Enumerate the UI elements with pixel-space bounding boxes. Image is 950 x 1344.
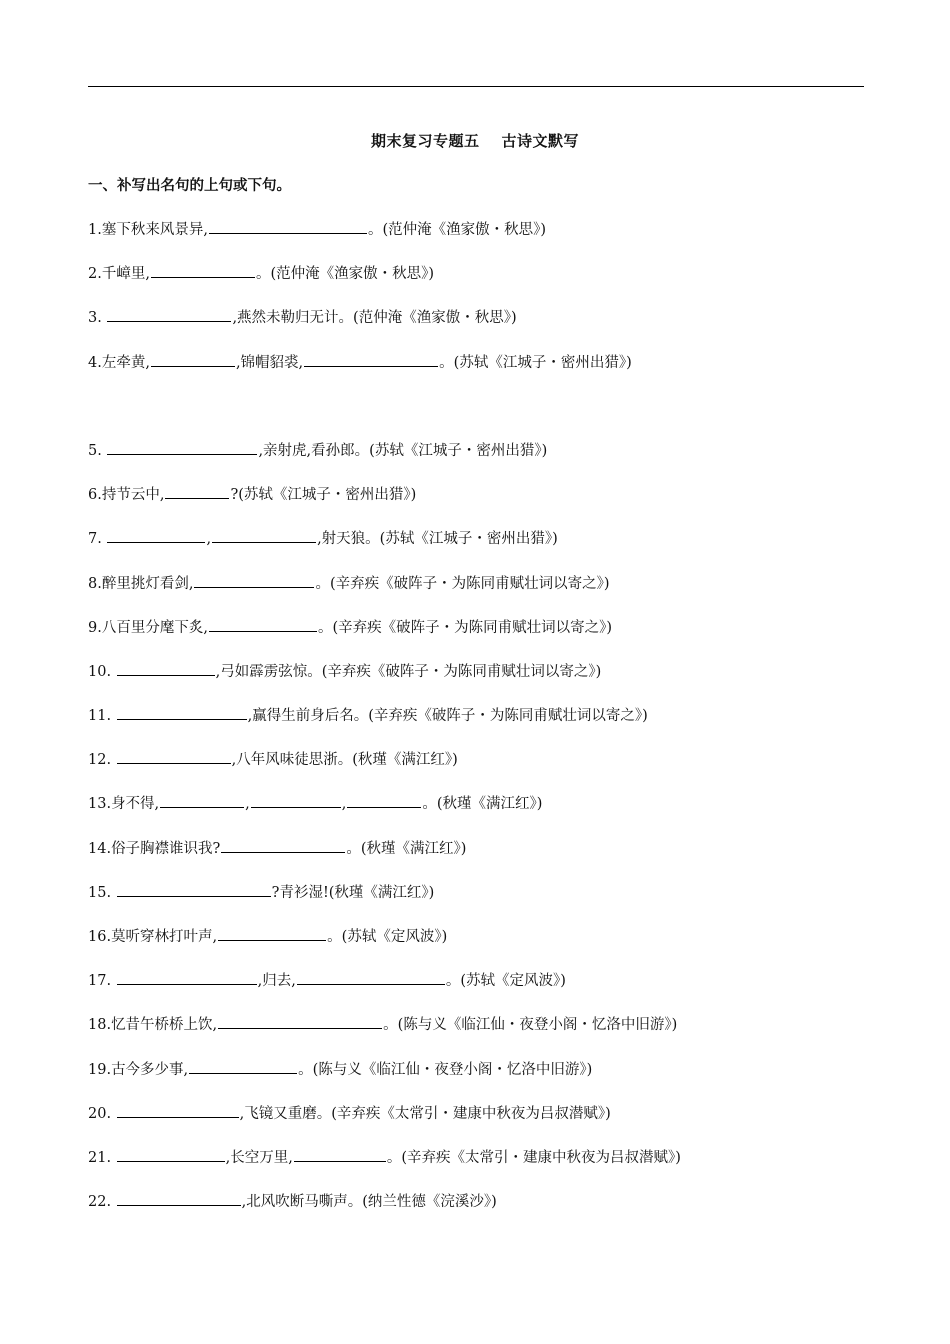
question-text: ,: [245, 796, 250, 813]
question-text: ,燕然未勒归无计。(范仲淹《渔家傲・秋思》): [232, 310, 517, 327]
question-text: 。(辛弃疾《破阵子・为陈同甫赋壮词以寄之》): [317, 619, 613, 636]
question-text: 身不得,: [111, 796, 160, 813]
question-text: [111, 973, 116, 989]
question-number: 14.: [88, 840, 112, 857]
answer-blank[interactable]: [347, 792, 421, 808]
answer-blank[interactable]: [117, 1190, 241, 1206]
question-text: 。(辛弃疾《破阵子・为陈同甫赋壮词以寄之》): [315, 575, 610, 592]
question-item: [88, 1146, 868, 1190]
question-text: [111, 1194, 116, 1210]
question-text: ,弓如霹雳弦惊。(辛弃疾《破阵子・为陈同甫赋壮词以寄之》): [215, 663, 602, 680]
question-text: [102, 310, 107, 326]
question-text: 左牵黄,: [101, 354, 150, 371]
question-item: [88, 660, 868, 704]
answer-blank[interactable]: [117, 1102, 239, 1118]
question-text: 。(辛弃疾《太常引・建康中秋夜为吕叔潜赋》): [386, 1149, 681, 1166]
question-number: 10.: [88, 663, 112, 680]
question-item: [88, 837, 868, 881]
question-text: 。(陈与义《临江仙・夜登小阁・忆洛中旧游》): [383, 1017, 678, 1034]
header-rule: [88, 86, 864, 87]
section-heading: 一、补写出名句的上句或下句。: [88, 178, 291, 194]
question-number: 5.: [88, 442, 102, 459]
title-topic: 古诗文默写: [501, 132, 580, 150]
answer-blank[interactable]: [194, 572, 314, 588]
question-item: [88, 218, 868, 262]
question-text: 莫听穿林打叶声,: [111, 929, 218, 946]
answer-blank[interactable]: [117, 660, 215, 676]
question-text: 。(陈与义《临江仙・夜登小阁・忆洛中旧游》): [298, 1061, 593, 1078]
question-item: [88, 262, 868, 306]
question-text: [111, 664, 116, 680]
question-text: ,长空万里,: [225, 1149, 293, 1166]
question-item: [88, 439, 868, 483]
question-number: 7.: [88, 531, 102, 548]
question-text: 醉里挑灯看剑,: [101, 575, 194, 592]
question-text: 塞下秋来风景异,: [101, 222, 208, 238]
question-text: 。(秋瑾《满江红》): [346, 840, 467, 857]
question-text: ?青衫湿!(秋瑾《满江红》): [271, 884, 435, 901]
question-text: [111, 885, 116, 901]
question-text: [111, 752, 116, 768]
question-number: 19.: [88, 1061, 112, 1078]
answer-blank[interactable]: [304, 351, 438, 367]
question-number: 12.: [88, 752, 112, 769]
answer-blank[interactable]: [294, 1146, 386, 1162]
question-text: ,: [206, 531, 212, 548]
question-text: 千嶂里,: [101, 266, 150, 283]
answer-blank[interactable]: [107, 439, 257, 455]
question-number: 22.: [88, 1194, 112, 1211]
answer-blank[interactable]: [218, 925, 326, 941]
question-item: [88, 483, 868, 527]
question-item: [88, 306, 868, 350]
answer-blank[interactable]: [221, 837, 345, 853]
answer-blank[interactable]: [189, 1058, 297, 1074]
question-number: 4.: [88, 354, 102, 371]
answer-blank[interactable]: [218, 1013, 382, 1029]
question-text: 。(苏轼《定风波》): [445, 973, 566, 990]
answer-blank[interactable]: [212, 527, 316, 543]
question-text: ,赢得生前身后名。(辛弃疾《破阵子・为陈同甫赋壮词以寄之》): [247, 708, 648, 725]
question-number: 20.: [88, 1105, 112, 1122]
question-text: 忆昔午桥桥上饮,: [111, 1017, 218, 1034]
answer-blank[interactable]: [160, 792, 244, 808]
question-text: ,飞镜又重磨。(辛弃疾《太常引・建康中秋夜为吕叔潜赋》): [239, 1105, 611, 1122]
question-text: 。(范仲淹《渔家傲・秋思》): [255, 266, 435, 283]
question-text: ,亲射虎,看孙郎。(苏轼《江城子・密州出猎》): [258, 442, 548, 459]
answer-blank[interactable]: [107, 306, 231, 322]
question-item: [88, 616, 868, 660]
question-item: [88, 925, 868, 969]
question-text: 。(苏轼《定风波》): [327, 929, 448, 946]
question-text: [111, 1150, 116, 1166]
answer-blank[interactable]: [117, 881, 271, 897]
question-number: 2.: [88, 266, 102, 283]
question-number: 3.: [88, 310, 102, 327]
question-item: [88, 351, 648, 439]
answer-blank[interactable]: [209, 218, 367, 234]
question-item: [88, 704, 868, 748]
question-item: [88, 527, 868, 571]
question-number: 15.: [88, 884, 112, 901]
answer-blank[interactable]: [107, 527, 205, 543]
question-number: 21.: [88, 1149, 112, 1166]
question-text: ?(苏轼《江城子・密州出猎》): [230, 487, 417, 504]
question-item: [88, 969, 868, 1013]
question-number: 17.: [88, 973, 112, 990]
question-number: 8.: [88, 575, 102, 592]
answer-blank[interactable]: [209, 616, 317, 632]
question-text: [102, 531, 107, 547]
answer-blank[interactable]: [151, 351, 235, 367]
question-item: [88, 792, 868, 836]
question-text: 。(范仲淹《渔家傲・秋思》): [367, 222, 547, 238]
question-text: ,八年风味徒思浙。(秋瑾《满江红》): [231, 752, 458, 769]
answer-blank[interactable]: [117, 1146, 225, 1162]
question-number: 9.: [88, 619, 102, 636]
question-item: [88, 572, 868, 616]
question-number: 11.: [88, 708, 112, 725]
question-item: [88, 748, 868, 792]
question-number: 18.: [88, 1017, 112, 1034]
title-main: 期末复习专题五: [370, 132, 480, 150]
question-number: 1.: [88, 222, 102, 238]
question-text: [111, 708, 116, 724]
question-text: ,北风吹断马嘶声。(纳兰性德《浣溪沙》): [241, 1194, 497, 1211]
question-text: ,锦帽貂裘,: [235, 354, 304, 371]
question-text: 。(苏轼《江城子・密州出猎》): [439, 354, 632, 371]
question-text: 俗子胸襟谁识我?: [111, 840, 221, 857]
question-text: 持节云中,: [101, 487, 165, 504]
answer-blank[interactable]: [117, 969, 257, 985]
question-text: 古今多少事,: [111, 1061, 189, 1078]
answer-blank[interactable]: [117, 748, 231, 764]
question-item: [88, 1190, 868, 1234]
question-text: [111, 1106, 116, 1122]
question-text: ,射天狼。(苏轼《江城子・密州出猎》): [317, 531, 558, 548]
question-item: [88, 1013, 868, 1057]
question-number: 16.: [88, 929, 112, 946]
page-title: [0, 130, 950, 151]
question-text: ,: [341, 796, 347, 813]
question-text: ,归去,: [257, 973, 296, 990]
question-item: [88, 1102, 868, 1146]
answer-blank[interactable]: [117, 704, 247, 720]
answer-blank[interactable]: [165, 483, 229, 499]
question-text: [102, 443, 107, 459]
question-text: 八百里分麾下炙,: [101, 619, 208, 636]
question-number: 6.: [88, 487, 102, 504]
question-number: 13.: [88, 796, 112, 813]
question-item: [88, 1058, 868, 1102]
answer-blank[interactable]: [297, 969, 445, 985]
answer-blank[interactable]: [151, 262, 255, 278]
question-list: [88, 218, 868, 1234]
question-text: 。(秋瑾《满江红》): [422, 796, 543, 813]
answer-blank[interactable]: [251, 792, 341, 808]
question-item: [88, 881, 868, 925]
